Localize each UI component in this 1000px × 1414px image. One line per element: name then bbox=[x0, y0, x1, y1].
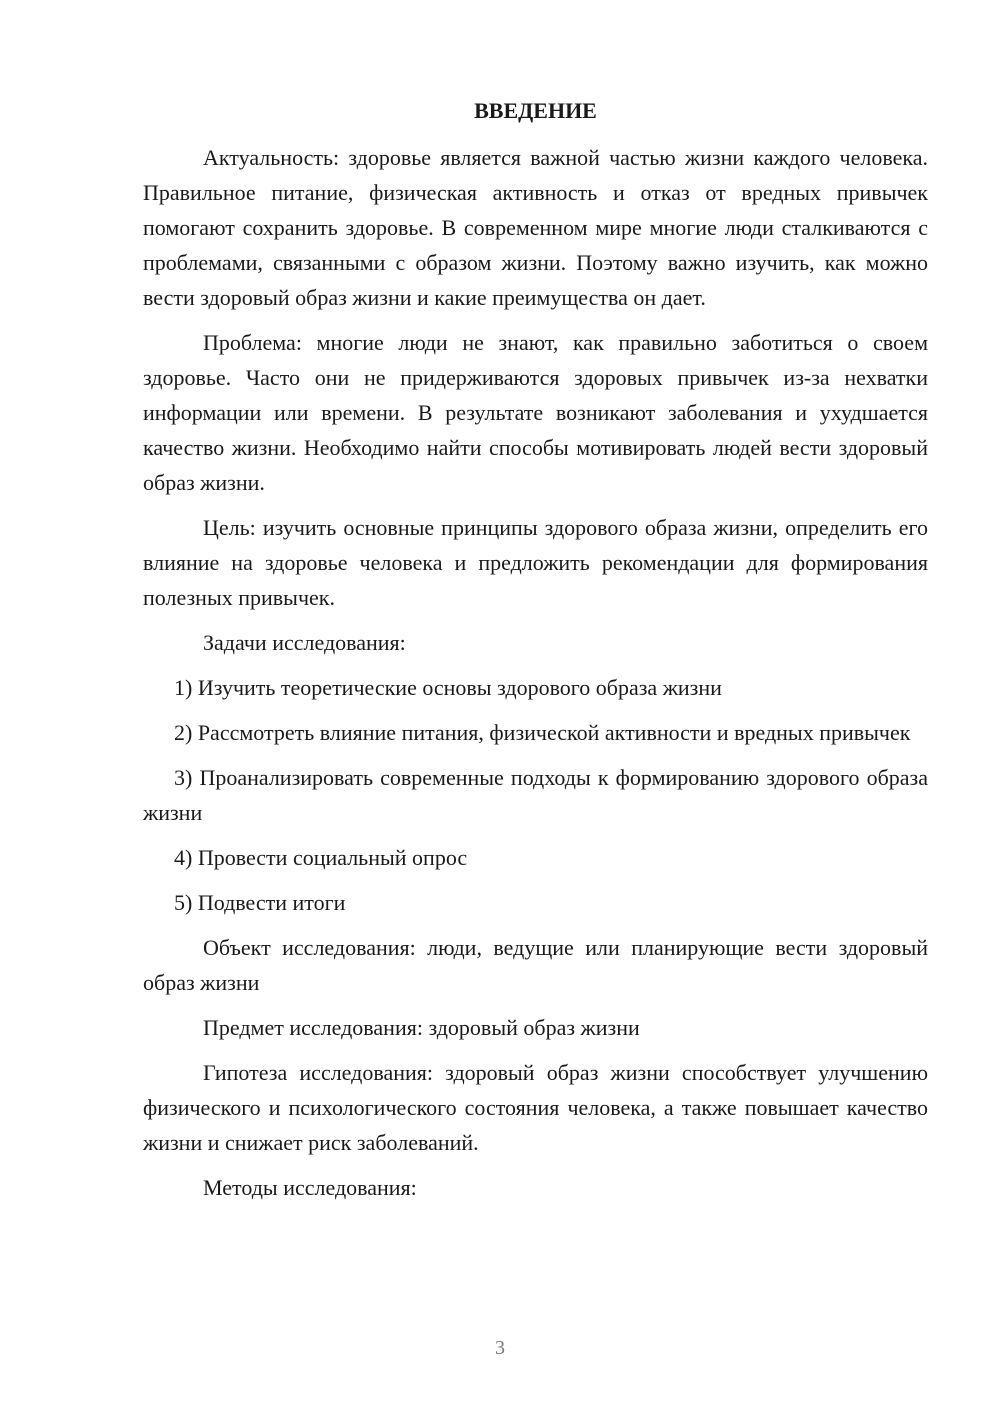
task-item-5: 5) Подвести итоги bbox=[174, 890, 346, 915]
methods-title: Методы исследования: bbox=[203, 1175, 417, 1200]
task-item-1: 1) Изучить теоретические основы здорового образа жизни bbox=[174, 675, 722, 700]
page-content bbox=[143, 93, 928, 1215]
subject-paragraph: Предмет исследования: здоровый образ жизни bbox=[203, 1015, 640, 1040]
problem-paragraph: Проблема: многие люди не знают, как правильно заботиться о своем здоровье. Часто они не придерживаются здоровых привычек из-за нехватки информации или времени. В результате возникают заболевания и ухудшается качество жизни. Необходимо найти способы мотивировать людей вести здоровый образ жизни. bbox=[143, 330, 928, 495]
task-item-4: 4) Провести социальный опрос bbox=[174, 845, 468, 870]
tasks-title: Задачи исследования: bbox=[203, 630, 406, 655]
goal-paragraph: Цель: изучить основные принципы здорового образа жизни, определить его влияние на здоровье человека и предложить рекомендации для формирования полезных привычек. bbox=[143, 515, 928, 610]
task-item-2: 2) Рассмотреть влияние питания, физической активности и вредных привычек bbox=[174, 720, 911, 745]
page-number: 3 bbox=[495, 1337, 505, 1359]
page-title: ВВЕДЕНИЕ bbox=[474, 98, 597, 123]
relevance-paragraph: Актуальность: здоровье является важной частью жизни каждого человека. Правильное питание, физическая активность и отказ от вредных привычек помогают сохранить здоровье. В современном мире многие люди сталкиваются с проблемами, связанными с образом жизни. Поэтому важно изучить, как можно вести здоровый образ жизни и какие преимущества он дает. bbox=[143, 145, 928, 310]
hypothesis-paragraph: Гипотеза исследования: здоровый образ жизни способствует улучшению физического и психологического состояния человека, а также повышает качество жизни и снижает риск заболеваний. bbox=[143, 1060, 928, 1155]
object-paragraph: Объект исследования: люди, ведущие или планирующие вести здоровый образ жизни bbox=[143, 935, 928, 995]
task-item-3: 3) Проанализировать современные подходы к формированию здорового образа жизни bbox=[143, 765, 928, 825]
